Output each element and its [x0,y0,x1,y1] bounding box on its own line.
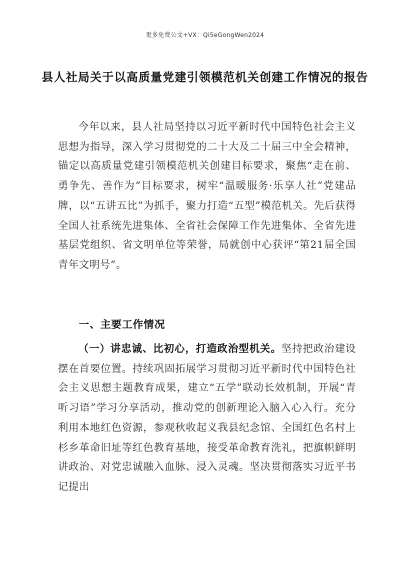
intro-paragraph: 今年以来，县人社局坚持以习近平新时代中国特色社会主义思想为指导，深入学习贯彻党的二十大及二十届三中全会精神，锚定以高质量党建引领模范机关创建目标要求，聚焦“走在前、勇争先、善作为”目标要求，树牢“温暖服务·乐享人社”党建品牌，以“五讲五比”为抓手，聚力打造“五型”模范机关。先后获得全国人社系统先进集体、全省社会保障工作先进集体、全省先进基层党组织、省文明单位等荣誉，局就创中心获评“第21届全国青年文明号”。 [58,122,356,271]
section-heading-main-work: 一、主要工作情况 [78,319,166,331]
paragraph-lead-heading: （一）讲忠诚、比初心，打造政治型机关。 [78,343,282,355]
header-watermark-text: 更多免费公文+VX：Qi5eGongWen2024 [145,32,265,39]
paragraph-political-organ [58,340,356,498]
document-title: 县人社局关于以高质量党建引领模范机关创建工作情况的报告 [41,70,369,84]
paragraph-body-text: 坚持把政治建设摆在首要位置。持续巩固拓展学习贯彻习近平新时代中国特色社会主义思想主题教育成果，建立“五学”联动长效机制，开展“青听习语”学习分享活动，推动党的创新理论入脑入心入行。充分利用本地红色资源，参观秋收起义我县纪念馆、全国红色名村上杉乡革命旧址等红色教育基地，接受革命教育洗礼，把旗帜鲜明讲政治、对党忠诚融入血脉、浸入灵魂。坚决贯彻落实习近平书记提出 [58,344,356,493]
